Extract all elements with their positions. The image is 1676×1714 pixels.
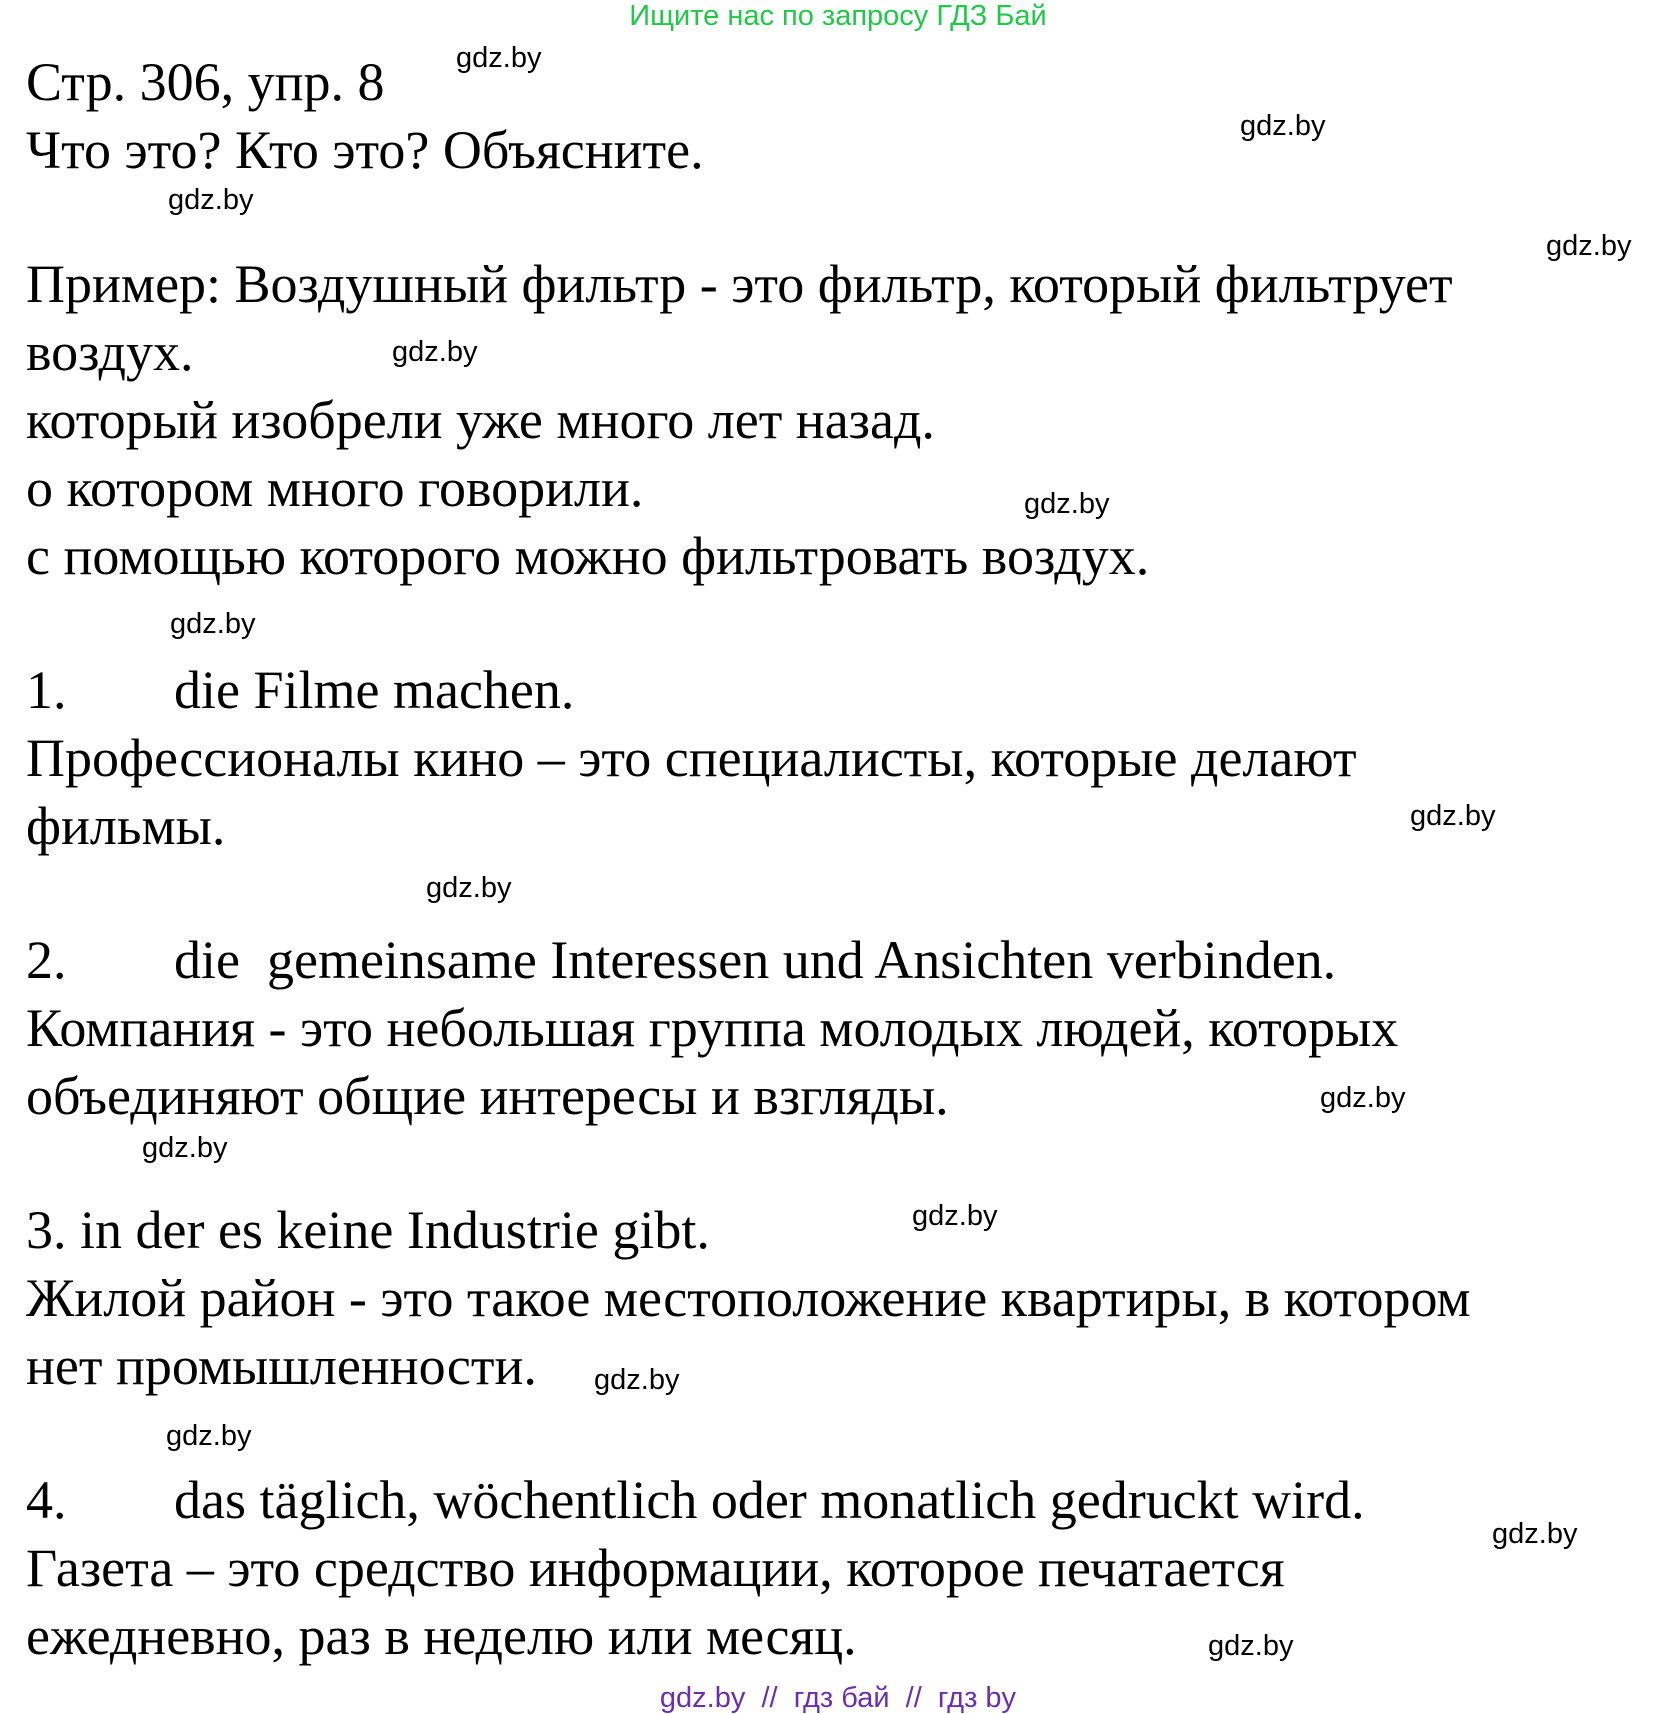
watermark: gdz.by: [426, 872, 512, 904]
watermark: gdz.by: [1320, 1082, 1406, 1114]
watermark: gdz.by: [168, 184, 254, 216]
item-3-german: [26, 1198, 710, 1262]
item-number: 1.: [26, 660, 67, 720]
watermark: gdz.by: [1208, 1630, 1294, 1662]
task-title: Что это? Кто это? Объясните.: [26, 120, 704, 180]
watermark: gdz.by: [392, 336, 478, 368]
item-3-answer: Жилой район - это такое местоположение квартиры, в котором: [26, 1268, 1471, 1328]
watermark: gdz.by: [912, 1200, 998, 1232]
search-banner: Ищите нас по запросу ГДЗ Бай: [629, 0, 1047, 32]
item-4-answer: ежедневно, раз в неделю или месяц.: [26, 1606, 857, 1666]
item-number: 3.: [26, 1200, 67, 1260]
example-line: который изобрели уже много лет назад.: [26, 390, 935, 450]
example-line: Пример: Воздушный фильтр - это фильтр, который фильтрует: [26, 254, 1453, 314]
item-1-answer: фильмы.: [26, 796, 226, 856]
watermark: gdz.by: [1410, 800, 1496, 832]
item-3-answer: нет промышленности.: [26, 1336, 537, 1396]
watermark: gdz.by: [1240, 110, 1326, 142]
watermark: gdz.by: [1492, 1518, 1578, 1550]
watermark: gdz.by: [142, 1132, 228, 1164]
example-line: воздух.: [26, 322, 194, 382]
example-line: о котором много говорили.: [26, 458, 644, 518]
watermark: gdz.by: [456, 42, 542, 74]
item-2-answer: объединяют общие интересы и взгляды.: [26, 1066, 949, 1126]
watermark: gdz.by: [170, 608, 256, 640]
watermark: gdz.by: [1546, 230, 1632, 262]
item-german-text: in der es keine Industrie gibt.: [80, 1200, 710, 1260]
item-german-text: die gemeinsame Interessen und Ansichten verbinden.: [174, 930, 1337, 990]
example-line: с помощью которого можно фильтровать воздух.: [26, 526, 1150, 586]
watermark: gdz.by: [166, 1420, 252, 1452]
item-german-text: die Filme machen.: [174, 660, 575, 720]
item-1-answer: Профессионалы кино – это специалисты, которые делают: [26, 728, 1357, 788]
watermark: gdz.by: [594, 1364, 680, 1396]
item-4-answer: Газета – это средство информации, которое печатается: [26, 1538, 1285, 1598]
watermark: gdz.by: [1024, 488, 1110, 520]
item-german-text: das täglich, wöchentlich oder monatlich gedruckt wird.: [174, 1470, 1365, 1530]
item-number: 2.: [26, 930, 67, 990]
page-reference: Стр. 306, упр. 8: [26, 52, 385, 112]
item-2-answer: Компания - это небольшая группа молодых людей, которых: [26, 998, 1399, 1058]
footer-caption: gdz.by // гдз бай // гдз by: [659, 1682, 1017, 1714]
item-4-german: [26, 1468, 1365, 1532]
item-2-german: [26, 928, 1336, 992]
item-number: 4.: [26, 1470, 67, 1530]
item-1-german: [26, 658, 574, 722]
